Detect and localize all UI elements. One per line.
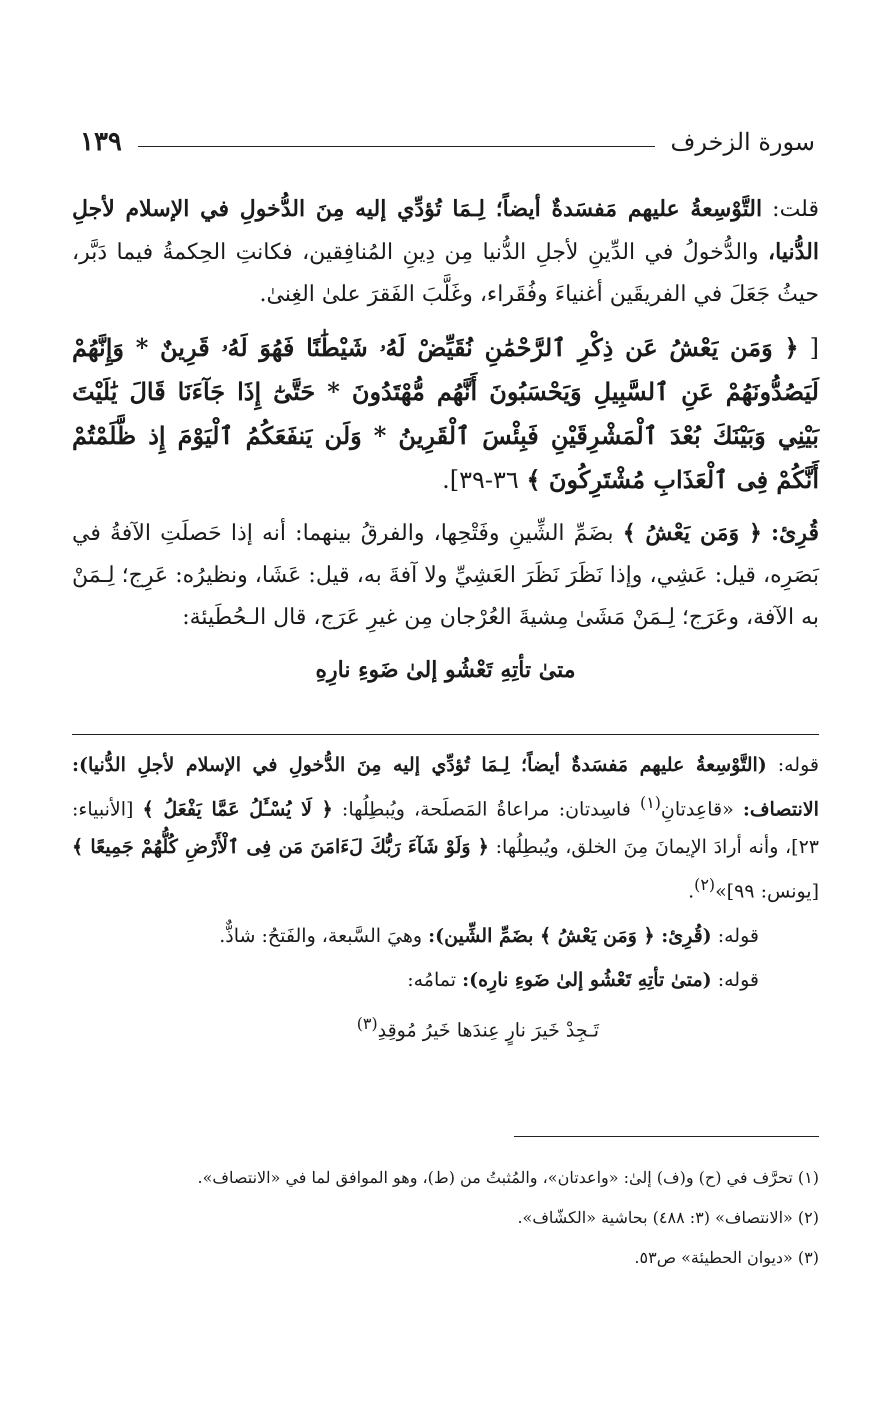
verse-completion: [72, 1005, 819, 1049]
note-text: [يونس: ٩٩]»: [715, 880, 819, 903]
bracket-open: [: [809, 334, 819, 362]
commentary-notes: [72, 746, 819, 1055]
note-text: «قاعِدتانِ: [660, 798, 734, 821]
paragraph-commentary: [72, 188, 819, 316]
quran-phrase: ﴿ لَا يُسْـَٔلُ عَمَّا يَفْعَلُ ﴾: [142, 798, 333, 821]
quran-verse-text: ﴿ وَمَن يَعْشُ عَن ذِكْرِ ٱلرَّحْمَٰنِ نُقَيِّضْ لَهُۥ شَيْطَٰنًا فَهُوَ لَهُۥ قَرِينٌ * وَإِنَّهُمْ لَيَصُدُّونَهُمْ عَنِ ٱلسَّبِيلِ وَيَحْسَبُونَ أَنَّهُم مُّهْتَدُونَ * حَتَّىٰٓ إِذَا جَآءَنَا قَالَ يَٰلَيْتَ بَيْنِي وَبَيْنَكَ بُعْدَ ٱلْمَشْرِقَيْنِ فَبِئْسَ ٱلْقَرِينُ * وَلَن يَنفَعَكُمُ ٱلْيَوْمَ إِذ ظَّلَمْتُمْ أَنَّكُمْ فِى ٱلْعَذَابِ مُشْتَرِكُونَ ﴾: [72, 333, 819, 494]
reading-label: قُرِئ:: [771, 520, 820, 546]
footnote-ref: (٣): [356, 1013, 378, 1033]
note-quote: (قُرِئ: ﴿ وَمَن يَعْشُ ﴾ بضَمِّ الشِّين):: [428, 924, 712, 947]
note-end: .: [688, 880, 695, 903]
header-rule: [138, 146, 655, 147]
main-text: [72, 188, 819, 691]
note-text: فاسِدتان: مراعاةُ المَصلَحة، ويُبطِلُها:: [341, 798, 631, 821]
paragraph-reading: [72, 512, 819, 639]
paragraph-text: بضَمِّ الشِّينِ وفَتْحِها، والفرقُ بينهما: أنه إذا حَصلَتِ الآفةُ في بَصَرِه، قيل: عَشِي، وإذا نَظَرَ نَظَرَ العَشِيِّ ولا آفةَ به، قيل: عَشَا، ونظيرُه: عَرِج؛ لِـمَنْ به الآفة، وعَرَج؛ لِـمَنْ مَشَىٰ مِشيةَ العُرْجان مِن غيرِ عَرَج، قال الـحُطَيئة:: [72, 521, 819, 630]
note-lead: قوله:: [777, 754, 819, 776]
note-3: [72, 961, 819, 999]
note-lead: قوله:: [717, 968, 759, 991]
note-2: [72, 917, 819, 955]
note-1: [72, 746, 819, 911]
footnote-ref: (١): [640, 793, 661, 812]
note-text: وهيَ السَّبعة، والفَتحُ: شاذٌّ.: [219, 924, 423, 947]
footnote-ref: (٢): [694, 875, 716, 895]
note-quote: (متىٰ تأتِهِ تَعْشُو إلىٰ ضَوءِ نارِه):: [462, 968, 712, 991]
quran-phrase: ﴿ وَلَوْ شَآءَ رَبُّكَ لَءَامَنَ مَن فِى ٱلْأَرْضِ كُلُّهُمْ جَمِيعًا ﴾: [72, 836, 489, 859]
intro-label: قلت:: [772, 197, 819, 222]
page-number: ١٣٩: [80, 127, 122, 157]
quoted-phrase: التَّوْسِعةُ عليهم مَفسَدةٌ أيضاً؛ لِـمَا تُؤدِّي إليه مِنَ الدُّخولِ في الإسلام لأجلِ الدُّنيا،: [72, 196, 819, 265]
note-lead: قوله:: [717, 924, 759, 947]
poem-line: متىٰ تأتِهِ تَعْشُو إلىٰ ضَوءِ نارِهِ: [315, 657, 576, 683]
note-text: [الأنبياء: ٢٣]، وأنه أرادَ الإيمانَ مِنَ الخلق، ويُبطِلُها:: [72, 798, 819, 859]
footnote-2: (٢) «الانتصاف» (٣: ٤٨٨) بحاشية «الكشّاف».: [517, 1208, 819, 1227]
section-divider: [72, 734, 819, 735]
source-label: الانتصاف:: [742, 798, 819, 821]
verse-completion-text: تَـجِدْ خَيرَ نارٍ عِندَها خَيرُ مُوقِدِ: [377, 1018, 599, 1041]
paragraph-text: والدُّخولُ في الدِّينِ لأجلِ الدُّنيا مِن دِينِ المُنافِقين، فكانتِ الحِكمةُ فيما دَبَّر، حيثُ جَعَلَ في الفريقَين أغنياءَ وفُقَراء، وغَلَّبَ الفَقرَ علىٰ الغِنىٰ.: [72, 240, 819, 307]
verse-reference: ٣٦-٣٩].: [442, 466, 519, 494]
footnote-1: (١) تحرَّف في (ح) و(ف) إلىٰ: «واعدتان»، والمُثبتُ من (ط)، وهو الموافق لما في «الانتصاف».: [197, 1168, 819, 1187]
footnote-rule: [514, 1136, 819, 1137]
note-quote: (التَّوْسِعةُ عليهم مَفسَدةٌ أيضاً؛ لِـمَا تُؤدِّي إليه مِنَ الدُّخولِ في الإسلام لأجلِ الدُّنيا):: [72, 754, 767, 776]
quran-verse-block: [72, 326, 819, 502]
surah-title: سورة الزخرف: [670, 128, 815, 156]
quran-phrase: ﴿ وَمَن يَعْشُ ﴾: [622, 520, 762, 546]
footnote-3: (٣) «ديوان الحطيئة» ص٥٣.: [634, 1248, 819, 1267]
note-text: تمامُه:: [407, 968, 457, 991]
footnotes: [72, 1158, 819, 1278]
page-header: [80, 122, 815, 162]
